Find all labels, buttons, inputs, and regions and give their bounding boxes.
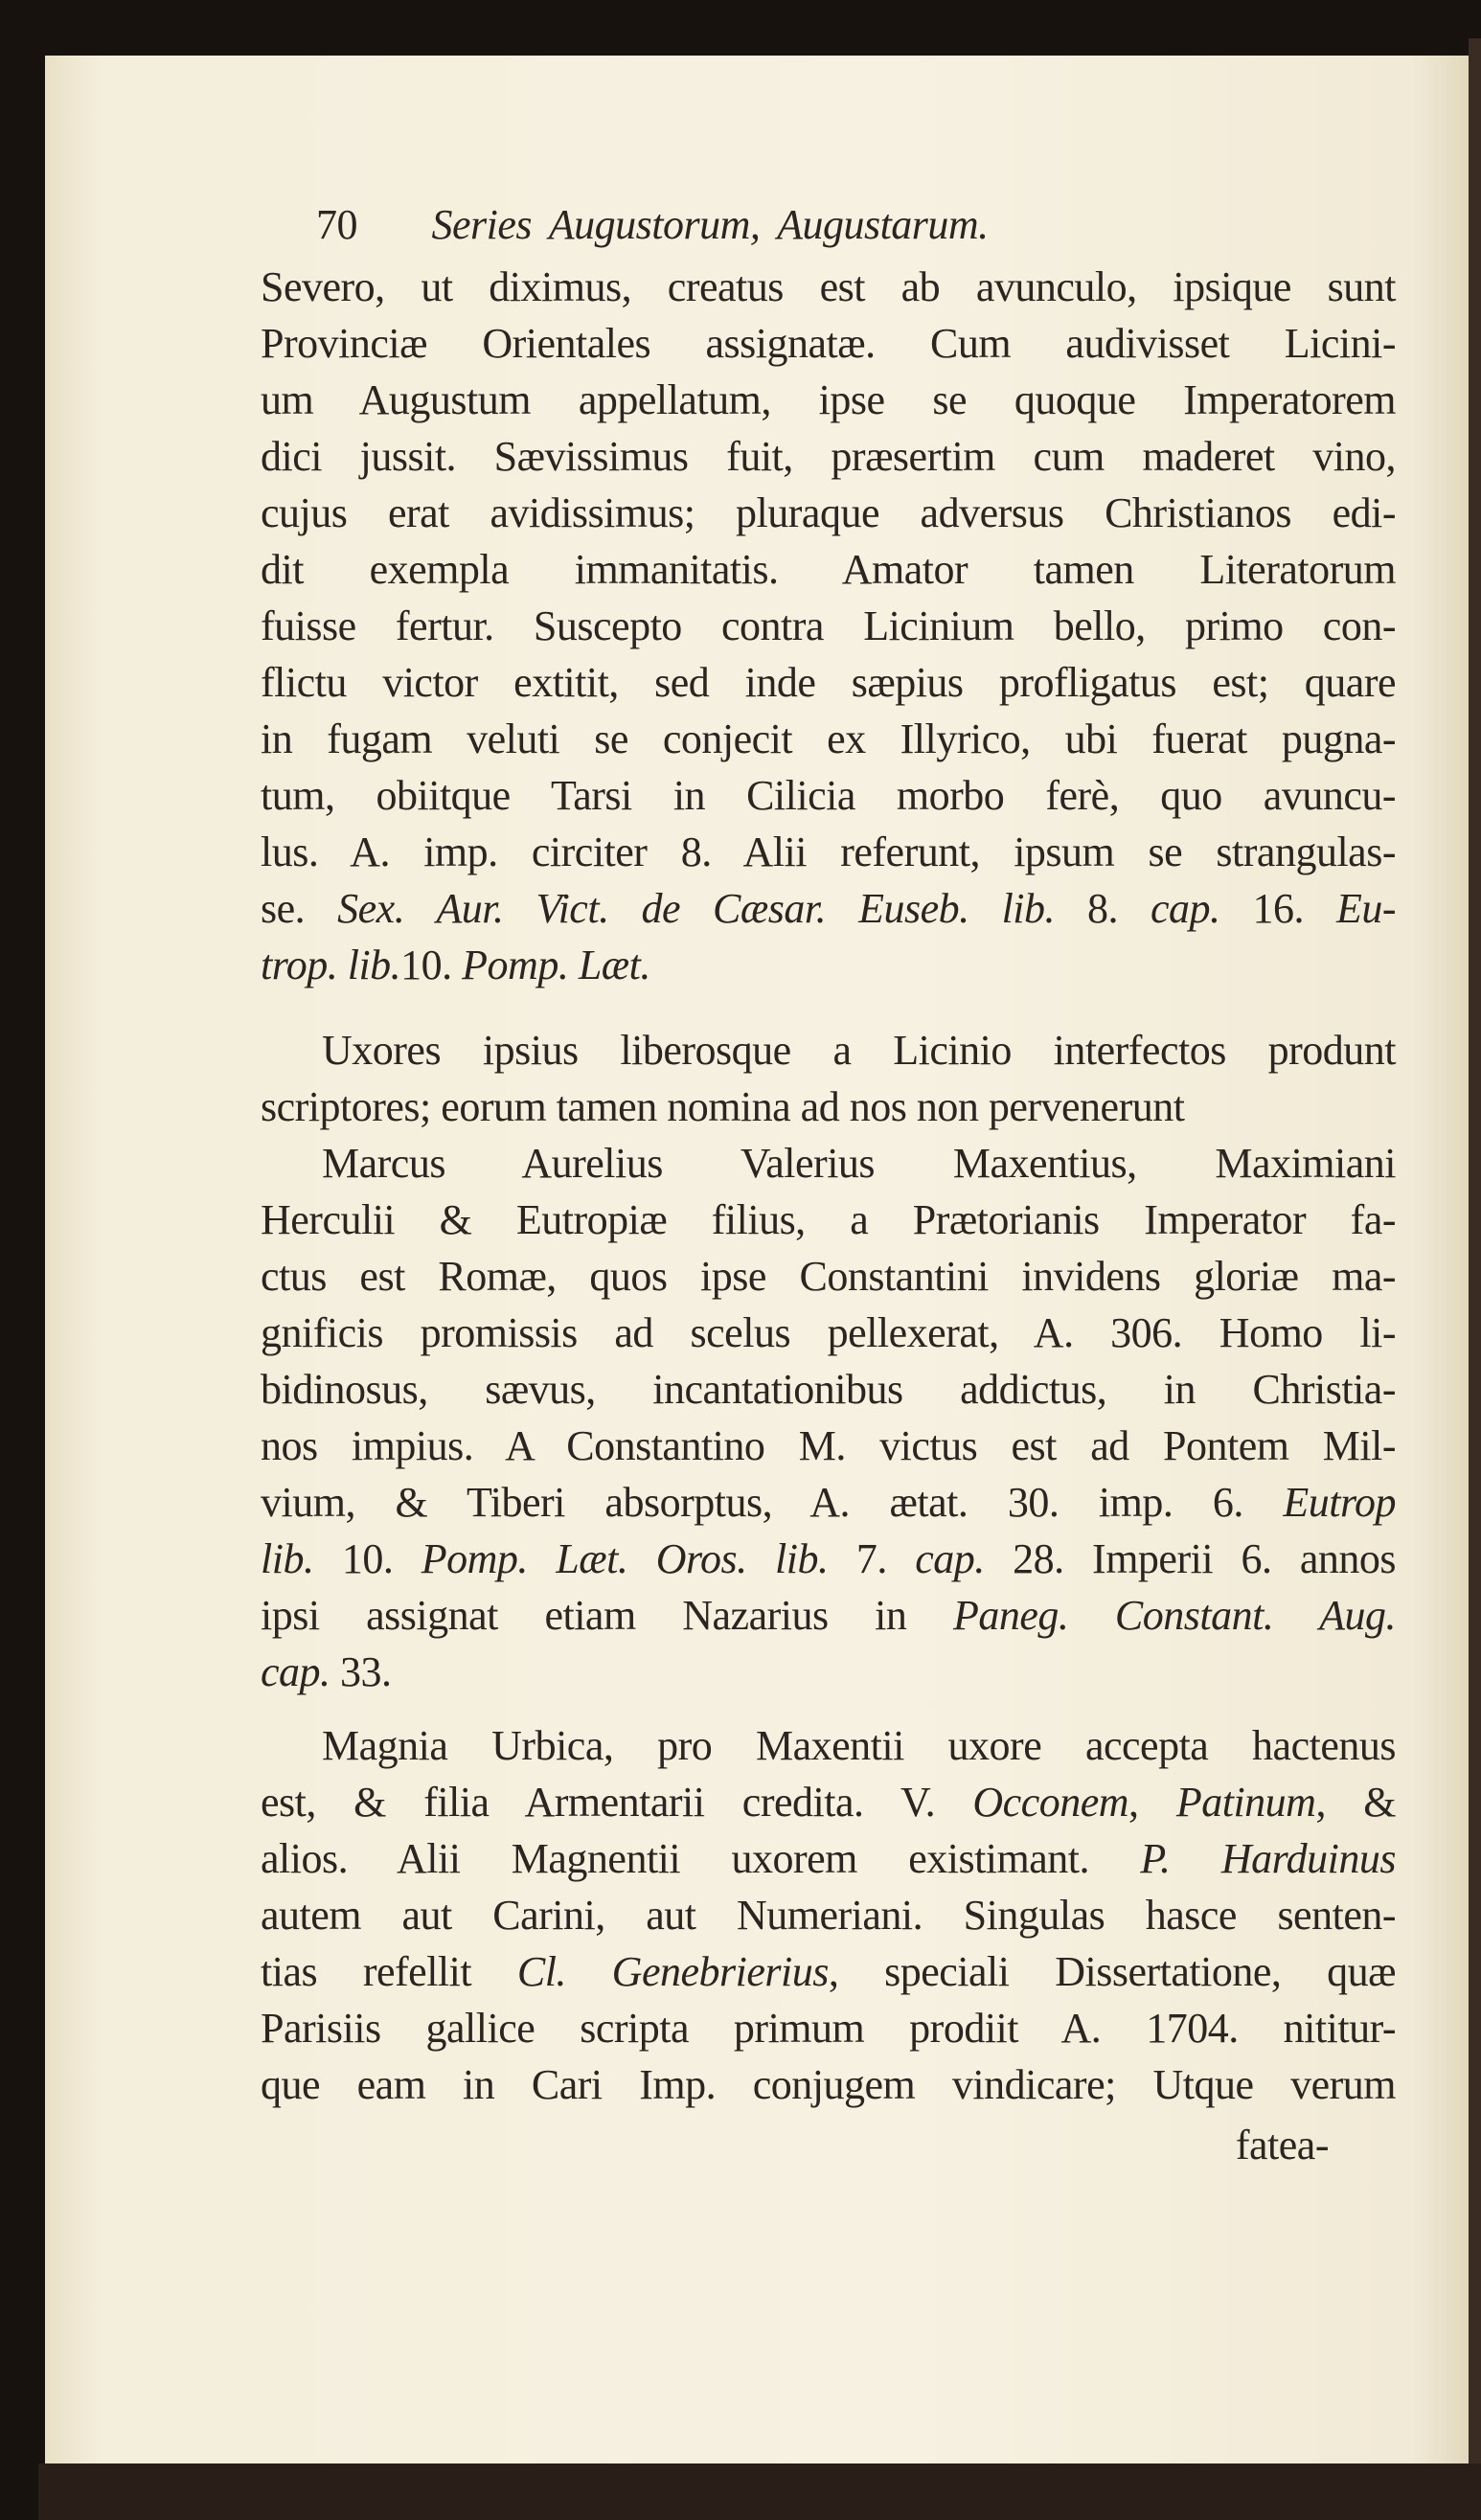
italic-citation: Sex. Aur. Vict. de Cæsar. Euseb. lib. [337,885,1056,932]
italic-citation: Patinum [1175,1779,1316,1826]
italic-citation: Pomp. Læt. [462,942,650,988]
text-segment: dici jussit. Sævissimus fuit, præsertim cum maderet vino, [261,433,1396,480]
text-segment: 7. [828,1535,916,1582]
italic-citation: cap. [1151,885,1220,932]
italic-citation: Occonem [972,1779,1129,1826]
text-segment: scriptores; eorum tamen nomina ad nos non pervenerunt [261,1083,1185,1130]
text-segment: ctus est Romæ, quos ipse Constantini invidens gloriæ ma- [261,1253,1396,1300]
text-line [261,372,1396,428]
italic-citation: Paneg. Constant. Aug. [952,1592,1396,1639]
text-segment: nos impius. A Constantino M. victus est ad Pontem Mil- [261,1422,1396,1469]
page-number: 70 [316,201,357,248]
italic-citation: Cl. Genebrierius [516,1948,829,1995]
text-line [261,541,1396,598]
text-line [261,1943,1396,2000]
text-segment: fuisse fertur. Suscepto contra Licinium bello, primo con- [261,602,1396,649]
text-line [261,1830,1396,1887]
page-edge [1469,38,1481,2490]
italic-citation: lib. [261,1535,314,1582]
text-segment: 10. [313,1535,422,1582]
text-segment: tum, obiitque Tarsi in Cilicia morbo ferè, quo avuncu- [261,772,1396,819]
text-segment: lus. A. imp. circiter 8. Alii referunt, ipsum se strangulas- [261,829,1396,875]
text-line [261,767,1396,824]
text-segment: cujus erat avidissimus; pluraque adversus Christianos edi- [261,489,1396,536]
text-segment: dit exempla immanitatis. Amator tamen Literatorum [261,546,1396,593]
text-line [261,1474,1396,1531]
text-line [261,485,1396,541]
running-title: Series Augustorum, Augustarum. [431,201,989,248]
italic-citation: Pomp. Læt. Oros. lib. [421,1535,829,1582]
text-line [261,711,1396,767]
text-segment: Provinciæ Orientales assignatæ. Cum audivisset Licini- [261,320,1396,367]
text-segment: alios. Alii Magnentii uxorem existimant. [261,1835,1141,1882]
text-line [261,315,1396,372]
text-line [261,1135,1396,1192]
running-header [261,192,1396,259]
text-segment: Magnia Urbica, pro Maxentii uxore accepta hactenus [322,1722,1396,1769]
text-line [261,1717,1396,1774]
page-text [261,192,1396,2173]
text-segment: bidinosus, sævus, incantationibus addictus, in Christia- [261,1366,1396,1413]
text-segment: que eam in Cari Imp. conjugem vindicare; Utque verum [261,2061,1396,2108]
text-line [261,1022,1396,1078]
text-segment: Marcus Aurelius Valerius Maxentius, Maximiani [322,1140,1396,1187]
text-segment: se. [261,885,338,932]
italic-citation: cap. [915,1535,985,1582]
text-line [261,1531,1396,1587]
text-segment: Uxores ipsius liberosque a Licinio interfectos produnt [322,1027,1396,1074]
text-line [261,824,1396,880]
text-line [261,1192,1396,1248]
text-line [261,1305,1396,1361]
text-line [261,654,1396,711]
text-segment: , [1128,1779,1176,1826]
text-line [261,2056,1396,2113]
text-line [261,259,1396,315]
text-segment: 8. [1055,885,1151,932]
text-line [261,1887,1396,1943]
text-segment: Severo, ut diximus, creatus est ab avunculo, ipsique sunt [261,263,1396,310]
catchword: fatea- [1235,2122,1329,2168]
text-segment: tias refellit [261,1948,517,1995]
text-line [261,1248,1396,1305]
text-line [261,1418,1396,1474]
text-segment: Parisiis gallice scripta primum prodiit A. 1704. nititur- [261,2005,1396,2052]
text-segment: gnificis promissis ad scelus pellexerat, A. 306. Homo li- [261,1309,1396,1356]
text-line [261,598,1396,654]
italic-citation: trop. lib. [261,942,401,988]
text-line [261,880,1396,937]
italic-citation: Eutrop [1283,1479,1396,1526]
text-segment: 28. Imperii 6. annos [984,1535,1396,1582]
text-segment: Herculii & Eutropiæ filius, a Prætorianis Imperator fa- [261,1196,1396,1243]
text-line [261,1078,1396,1135]
text-segment: , & [1315,1779,1396,1826]
text-segment: in fugam veluti se conjecit ex Illyrico, ubi fuerat pugna- [261,715,1396,762]
text-line [261,428,1396,485]
text-segment: , speciali Dissertatione, quæ [828,1948,1396,1995]
text-segment: 33. [330,1648,392,1695]
text-line [261,1644,1396,1700]
body-text [261,259,1396,2113]
text-line [261,2000,1396,2056]
text-segment: flictu victor extitit, sed inde sæpius profligatus est; quare [261,659,1396,706]
italic-citation: Eu- [1335,885,1397,932]
text-line [261,937,1396,993]
scan-border [38,2463,1481,2520]
text-line [261,1361,1396,1418]
text-line [261,1774,1396,1830]
italic-citation: cap. [261,1648,330,1695]
text-segment: um Augustum appellatum, ipse se quoque Imperatorem [261,376,1396,423]
text-segment: est, & filia Armentarii credita. V. [261,1779,973,1826]
text-segment: 10. [400,942,463,988]
text-line [261,1587,1396,1644]
text-segment: autem aut Carini, aut Numeriani. Singulas hasce senten- [261,1892,1396,1939]
italic-citation: P. Harduinus [1140,1835,1396,1882]
text-segment: ipsi assignat etiam Nazarius in [261,1592,953,1639]
text-segment: 16. [1219,885,1336,932]
text-segment: vium, & Tiberi absorptus, A. ætat. 30. imp. 6. [261,1479,1284,1526]
